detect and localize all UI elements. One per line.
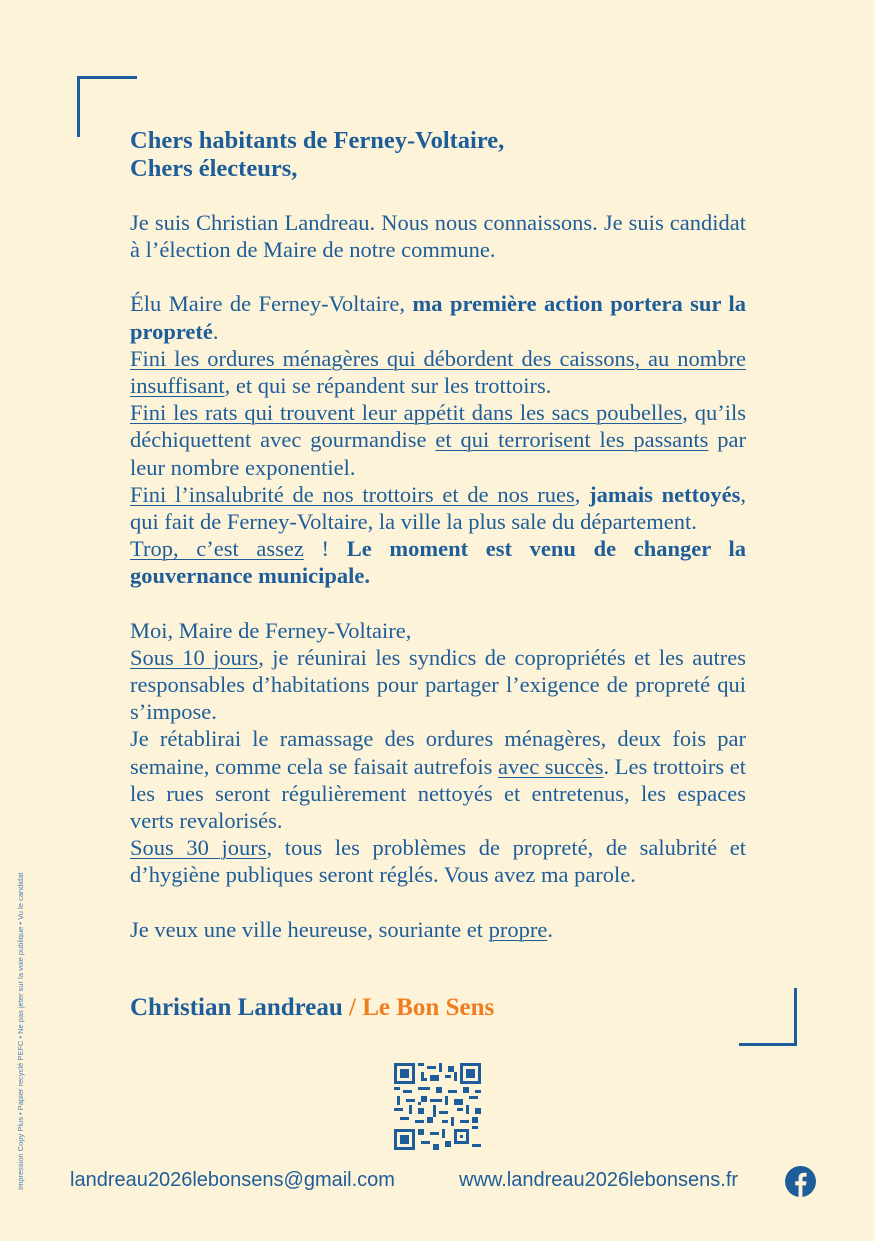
signature-party: Le Bon Sens [362, 994, 495, 1021]
mayor-commitments-paragraph [130, 617, 746, 889]
signature-name: Christian Landreau [130, 994, 343, 1021]
item-rats-rest: par leur nombre exponentiel. [130, 427, 747, 480]
commitment-collection-underlined: avec succès [497, 753, 604, 779]
commitment-30-days [130, 834, 746, 888]
signature [130, 994, 494, 1022]
item-enough-sep: ! [303, 536, 347, 562]
footer-website-link[interactable]: www.landreau2026lebonsens.fr [459, 1169, 739, 1191]
commitments-lead: Moi, Maire de Ferney-Voltaire, [130, 617, 412, 643]
item-enough [130, 535, 746, 589]
print-legal-note: Impression Copy Plus • Papier recyclé PEFC • Ne pas jeter sur la voie publique • Vu le candidat [16, 872, 25, 1190]
commitment-collection-rest: . Les trottoirs et les rues seront régulièrement nettoyés et entretenus, les espaces verts revalorisés. [130, 753, 747, 834]
item-garbage [130, 345, 746, 399]
corner-bracket-bottom-right-horizontal [739, 1043, 797, 1046]
corner-bracket-top-left-horizontal [77, 76, 137, 79]
commitment-30-days-underlined: Sous 30 jours [130, 835, 267, 861]
lead-end: . [212, 318, 219, 344]
item-insalubrity-rest: , qui fait de Ferney-Voltaire, la ville la plus sale du département. [130, 481, 746, 535]
cleanliness-paragraph [130, 290, 746, 589]
commitment-collection-start: Je rétablirai le ramassage des ordures ménagères, deux fois par semaine, comme cela se faisait autrefois [130, 726, 746, 779]
qr-code-icon[interactable] [394, 1063, 481, 1150]
closing-paragraph [130, 916, 746, 943]
item-enough-bold: Le moment est venu de changer la gouvernance municipale. [130, 536, 746, 589]
closing-start: Je veux une ville heureuse, souriante et [130, 916, 489, 942]
lead-text: Élu Maire de Ferney-Voltaire, [130, 291, 413, 317]
item-insalubrity-underlined: Fini l’insalubrité de nos trottoirs et de nos rues [130, 481, 575, 507]
signature-slash: / [342, 994, 363, 1021]
commitment-10-days [130, 644, 746, 726]
commitment-collection [130, 725, 746, 834]
greeting-line-2: Chers électeurs, [130, 155, 298, 182]
facebook-icon[interactable] [785, 1166, 816, 1197]
item-insalubrity-sep: , [574, 481, 590, 507]
item-rats-underlined-2: et qui terrorisent les passants [435, 427, 709, 453]
item-garbage-underlined: Fini les ordures ménagères qui débordent des caissons, au nombre insuffisant [130, 345, 746, 399]
commitment-10-days-underlined: Sous 10 jours [130, 644, 259, 670]
letter-body [130, 127, 746, 970]
greeting [130, 127, 746, 183]
greeting-line-1: Chers habitants de Ferney-Voltaire, [130, 127, 505, 154]
intro-paragraph: Je suis Christian Landreau. Nous nous connaissons. Je suis candidat à l’élection de Maire de notre commune. [130, 210, 746, 263]
closing-end: . [547, 916, 553, 942]
item-insalubrity-bold: jamais nettoyés [589, 481, 741, 507]
item-rats-mid: , qu’ils déchiquettent avec gourmandise [130, 400, 746, 453]
closing-underlined: propre [488, 916, 548, 942]
item-rats [130, 399, 746, 481]
corner-bracket-top-left-vertical [77, 76, 80, 137]
corner-bracket-bottom-right-vertical [794, 988, 797, 1046]
commitment-10-days-rest: , je réunirai les syndics de copropriétés et les autres responsables d’habitations pour partager l’exigence de propreté qui s’impose. [130, 644, 746, 725]
item-garbage-rest: , et qui se répandent sur les trottoirs. [224, 373, 552, 399]
item-rats-underlined: Fini les rats qui trouvent leur appétit dans les sacs poubelles [130, 400, 683, 426]
footer-email-link[interactable]: landreau2026lebonsens@gmail.com [70, 1169, 395, 1191]
lead-bold: ma première action portera sur la propreté [130, 291, 746, 344]
commitment-30-days-rest: , tous les problèmes de propreté, de salubrité et d’hygiène publiques seront réglés. Vous avez ma parole. [130, 835, 746, 888]
item-insalubrity [130, 481, 746, 535]
item-enough-underlined: Trop, c’est assez [130, 536, 304, 562]
